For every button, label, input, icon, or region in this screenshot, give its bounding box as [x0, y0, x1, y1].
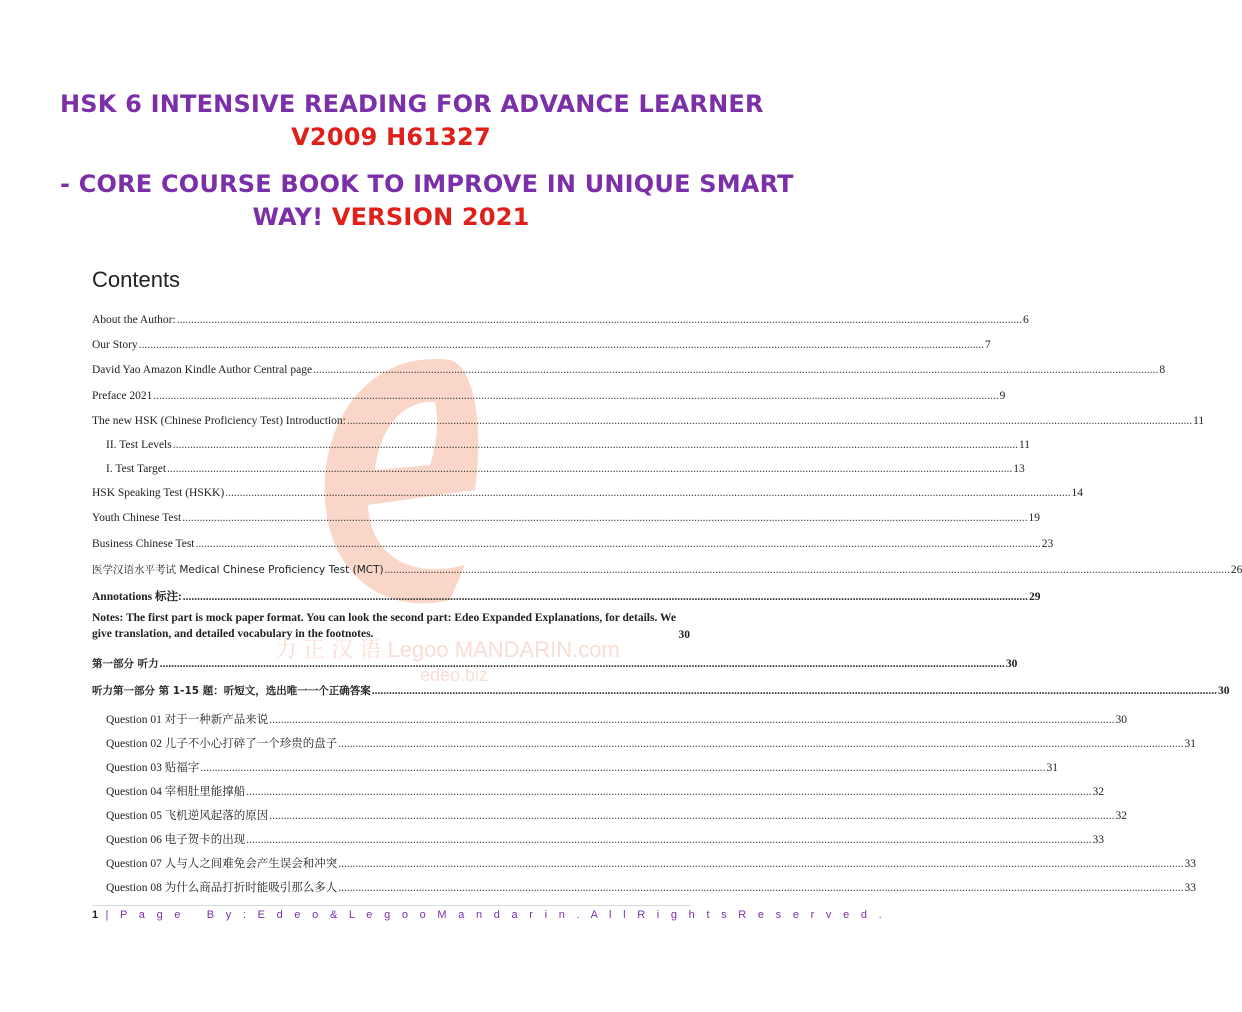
- toc-label: II. Test Levels: [106, 439, 172, 451]
- toc-label: Question 07 人与人之间难免会产生误会和冲突: [106, 858, 338, 870]
- footer-separator: |: [98, 909, 120, 921]
- toc-label: Youth Chinese Test: [92, 512, 182, 524]
- toc-entry-our-story[interactable]: [92, 327, 991, 352]
- title-line-1: HSK 6 INTENSIVE READING FOR ADVANCE LEARNER: [60, 90, 764, 118]
- watermark-text: 力 正 汉 语 Legoo MANDARIN.com: [275, 637, 620, 662]
- toc-page: 30: [1005, 658, 1018, 670]
- toc-entry-question-02[interactable]: [92, 727, 1197, 751]
- toc-entry-notes[interactable]: [92, 604, 690, 643]
- page-number: 1: [92, 909, 99, 921]
- page-footer: [92, 909, 886, 921]
- document-title: [60, 88, 794, 234]
- toc-page: 33: [1092, 834, 1105, 846]
- toc-label: Notes: The first part is mock paper format. You can look the second part: Edeo Expanded Explanations, for details. We give translation, and detailed vocabulary in the footnotes.: [92, 612, 676, 640]
- watermark-subtext: edeo.biz: [420, 665, 489, 685]
- table-of-contents: [92, 303, 1242, 895]
- footer-credit: B y : E d e o & L e g o o M a n d a r i n . A l l R i g h t s R e s e r v e d .: [206, 909, 886, 921]
- toc-label: 医学汉语水平考试 Medical Chinese Proficiency Test (MCT): [92, 564, 384, 576]
- toc-entry-business-chinese-test[interactable]: [92, 525, 1054, 551]
- title-line-3: - CORE COURSE BOOK TO IMPROVE IN UNIQUE SMART: [60, 170, 794, 198]
- toc-label: David Yao Amazon Kindle Author Central page: [92, 364, 313, 376]
- title-line-2: V2009 H61327: [291, 123, 491, 151]
- toc-page: 8: [1159, 364, 1166, 376]
- title-line-4: [60, 201, 722, 234]
- footer-page-word: P a g e: [120, 909, 185, 921]
- toc-entry-annotations[interactable]: [92, 577, 1041, 604]
- footer-rule: [92, 905, 690, 906]
- toc-page: 6: [1022, 314, 1029, 326]
- toc-label: Question 03 贴福字: [106, 762, 200, 774]
- toc-entry-question-04[interactable]: [92, 775, 1105, 799]
- toc-page: 11: [1018, 439, 1031, 451]
- toc-page: 31: [1046, 762, 1059, 774]
- toc-entry-question-06[interactable]: [92, 823, 1105, 847]
- toc-label: 听力第一部分 第 1-15 题：听短文，选出唯一一个正确答案: [92, 685, 371, 697]
- toc-page: 32: [1092, 786, 1105, 798]
- toc-label: Our Story: [92, 339, 138, 351]
- toc-page: 14: [1071, 487, 1083, 499]
- toc-label: Question 08 为什么商品打折时能吸引那么多人: [106, 882, 338, 894]
- toc-label: Business Chinese Test: [92, 538, 195, 550]
- toc-page: 13: [1013, 463, 1025, 475]
- toc-entry-question-08[interactable]: [92, 871, 1197, 895]
- toc-label: Annotations 标注:: [92, 591, 182, 603]
- toc-entry-test-levels[interactable]: [92, 428, 1031, 452]
- toc-label: Question 02 儿子不小心打碎了一个珍贵的盘子: [106, 738, 338, 750]
- title-line-4-version: VERSION 2021: [331, 203, 530, 231]
- toc-page: 29: [1029, 591, 1041, 603]
- contents-heading: Contents: [92, 267, 181, 292]
- toc-label: HSK Speaking Test (HSKK): [92, 487, 225, 499]
- toc-page: 26: [1230, 564, 1242, 576]
- toc-page: 30: [678, 629, 690, 641]
- toc-entry-preface[interactable]: [92, 377, 1006, 403]
- title-line-4-way: WAY!: [252, 203, 332, 231]
- toc-page: 7: [984, 339, 991, 351]
- toc-label: Question 04 宰相肚里能撑船: [106, 786, 246, 798]
- toc-page: 31: [1184, 738, 1197, 750]
- toc-entry-question-05[interactable]: [92, 799, 1128, 823]
- toc-page: 11: [1193, 415, 1205, 427]
- toc-entry-about-author[interactable]: [92, 303, 1029, 327]
- toc-entry-kindle-page[interactable]: [92, 352, 1166, 377]
- toc-label: Preface 2021: [92, 390, 153, 402]
- toc-page: 30: [1218, 685, 1230, 697]
- toc-label: The new HSK (Chinese Proficiency Test) Introduction:: [92, 415, 346, 427]
- toc-entry-youth-chinese-test[interactable]: [92, 500, 1040, 525]
- toc-entry-listening-part-one-questions[interactable]: [92, 671, 1230, 698]
- toc-label: About the Author:: [92, 314, 176, 326]
- toc-entry-question-03[interactable]: [92, 751, 1059, 775]
- toc-entry-test-target[interactable]: [92, 452, 1025, 476]
- toc-entry-hskk[interactable]: [92, 476, 1083, 500]
- toc-page: 30: [1115, 714, 1128, 726]
- toc-page: 23: [1041, 538, 1054, 550]
- toc-label: 第一部分 听力: [92, 658, 159, 670]
- toc-page: 33: [1184, 858, 1197, 870]
- toc-label: Question 05 飞机逆风起落的原因: [106, 810, 269, 822]
- toc-entry-hsk-introduction[interactable]: [92, 403, 1205, 428]
- toc-page: 33: [1184, 882, 1197, 894]
- toc-entry-part-one-listening[interactable]: [92, 643, 1018, 671]
- toc-page: 19: [1028, 512, 1040, 524]
- toc-page: 9: [999, 390, 1006, 402]
- toc-label: I. Test Target: [106, 463, 167, 475]
- toc-label: Question 06 电子贺卡的出现: [106, 834, 246, 846]
- toc-entry-mct[interactable]: [92, 551, 1242, 577]
- toc-page: 32: [1115, 810, 1128, 822]
- toc-label: Question 01 对于一种新产品来说: [106, 714, 269, 726]
- toc-entry-question-01[interactable]: [92, 698, 1128, 727]
- toc-entry-question-07[interactable]: [92, 847, 1197, 871]
